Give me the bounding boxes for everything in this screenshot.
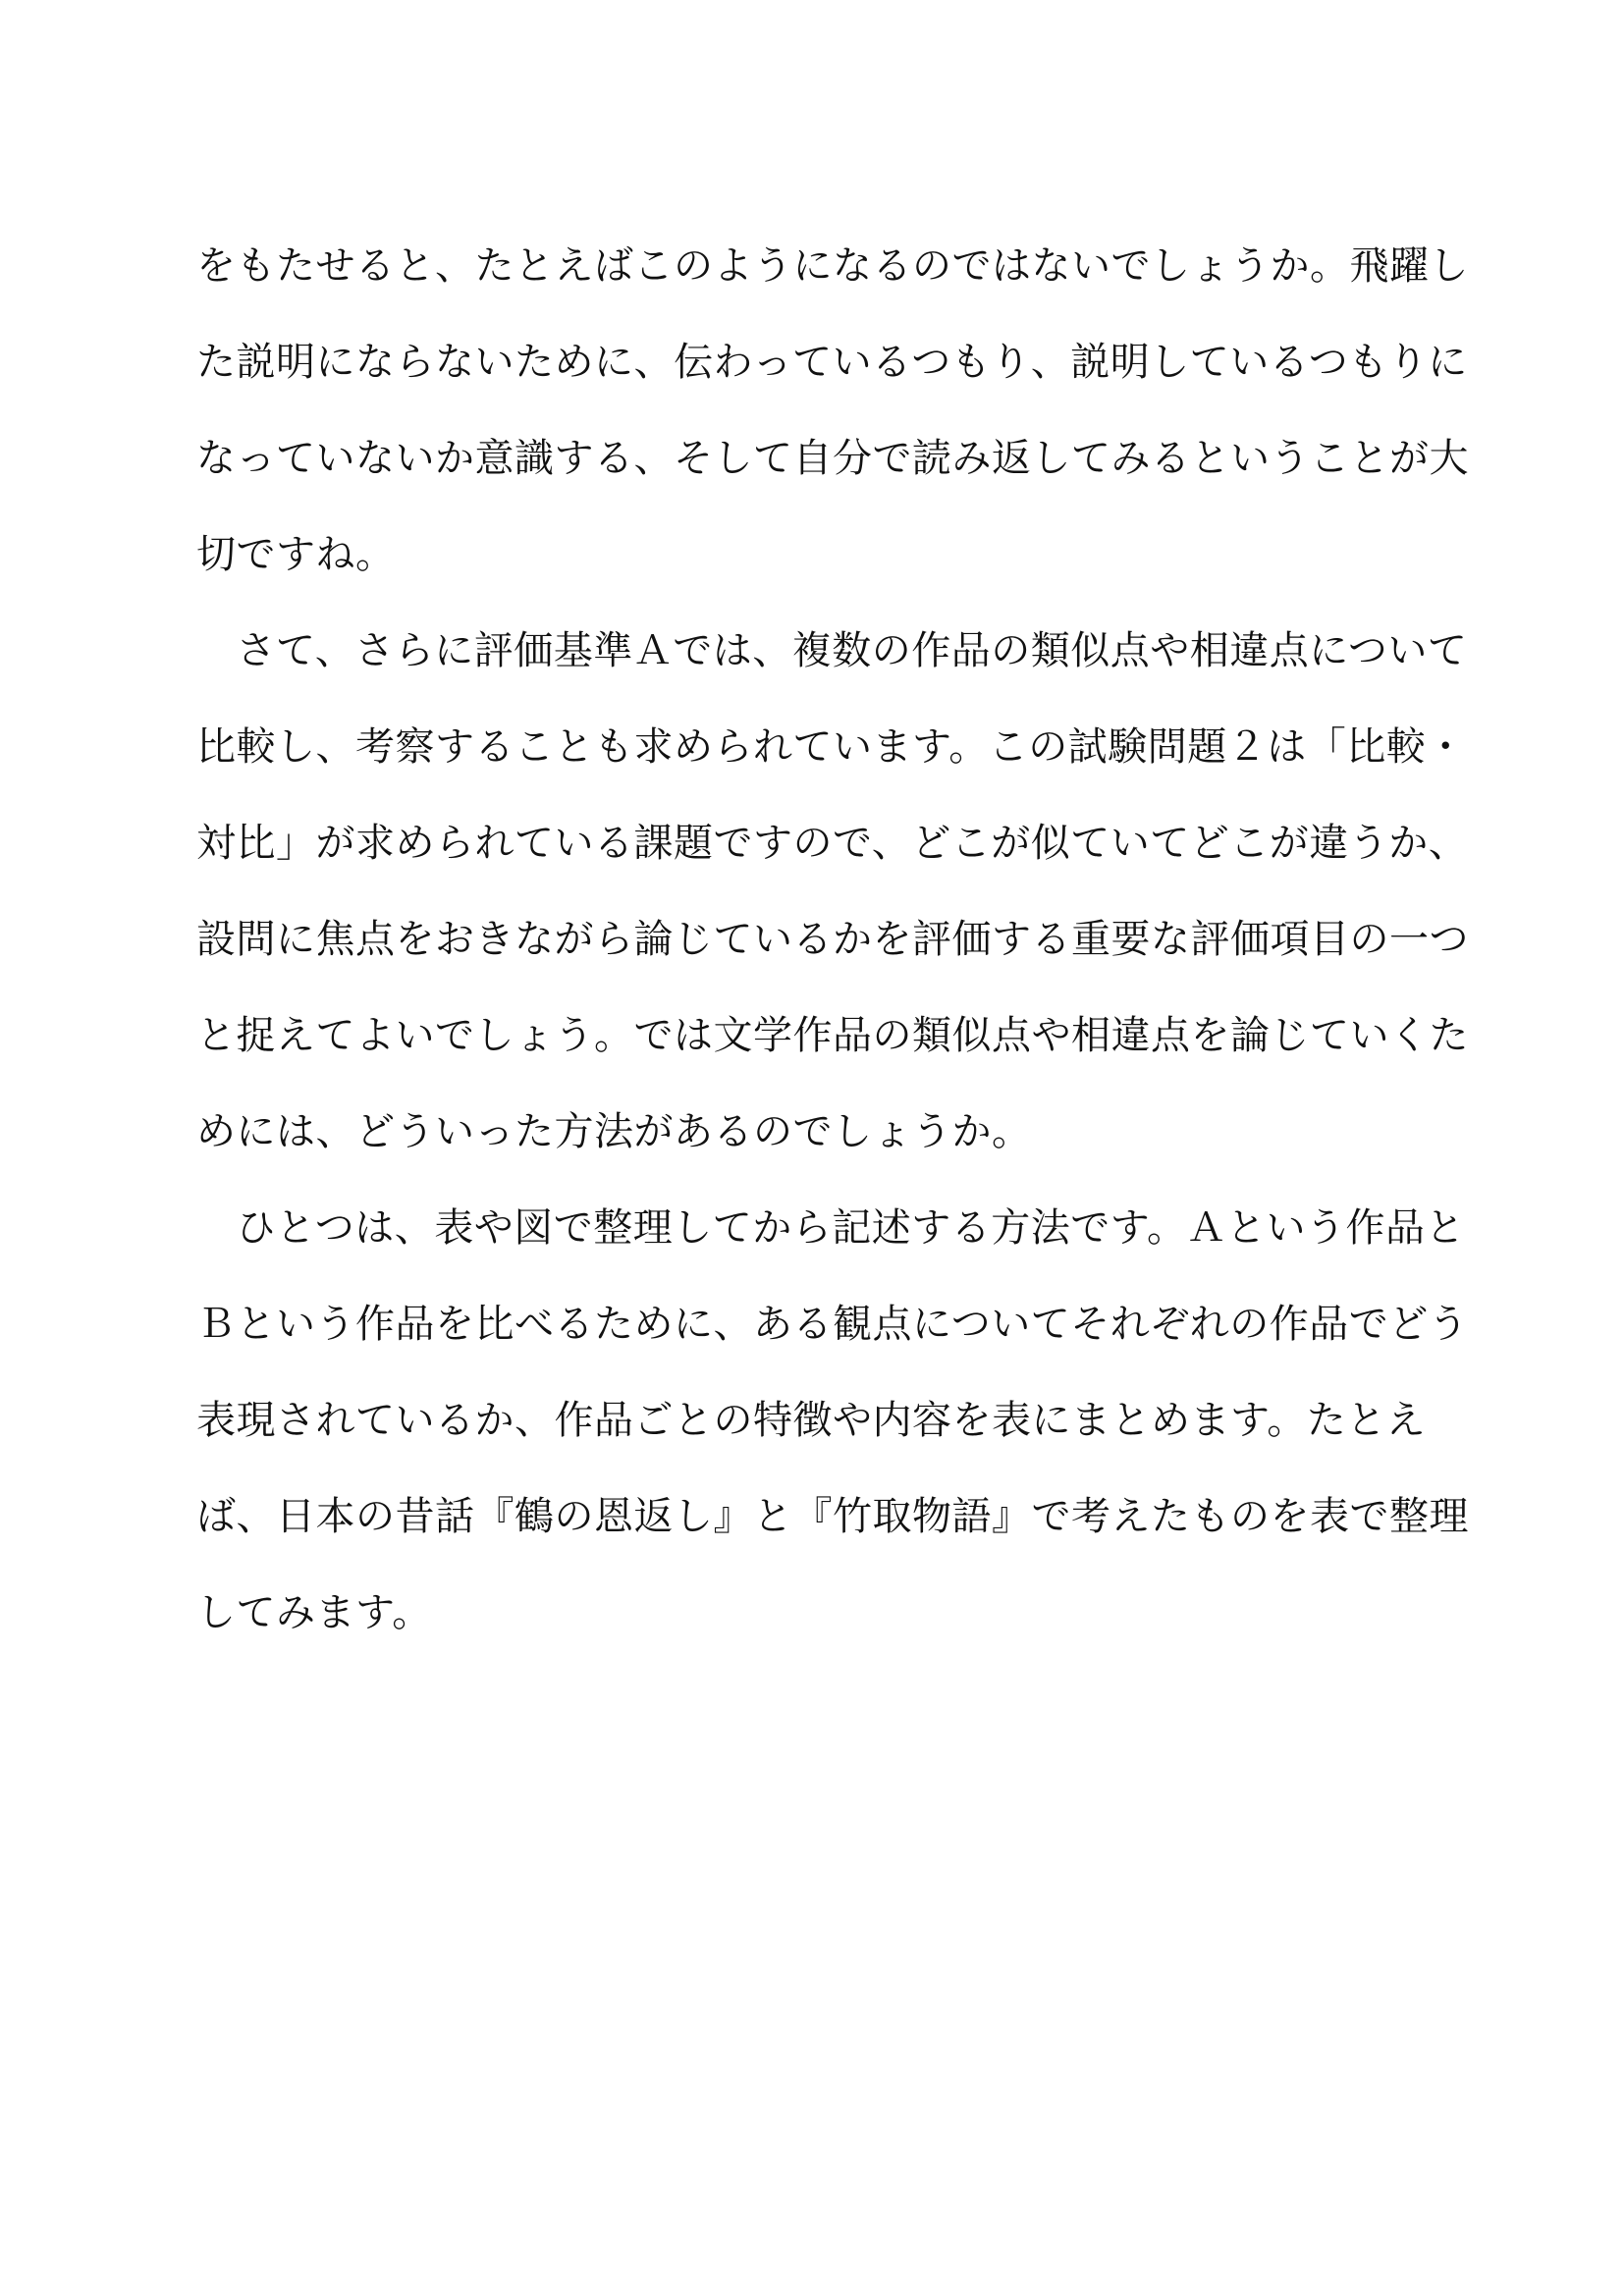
text-line: 表現されているか、作品ごとの特徴や内容を表にまとめます。たとえ: [196, 1398, 1427, 1443]
text-line: をもたせると、たとえばこのようになるのではないでしょうか。飛躍し: [196, 243, 1469, 289]
text-line: と捉えてよいでしょう。では文学作品の類似点や相違点を論じていくた: [196, 1013, 1469, 1058]
text-line: 比較し、考察することも求められています。この試験問題２は「比較・: [196, 724, 1466, 770]
text-line: た説明にならないために、伝わっているつもり、説明しているつもりに: [196, 340, 1468, 385]
text-line: ひとつは、表や図で整理してから記述する方法です。Ａという作品と: [196, 1205, 1465, 1251]
text-line: めには、どういった方法があるのでしょうか。: [196, 1109, 1032, 1154]
text-line: ば、日本の昔話『鶴の恩返し』と『竹取物語』で考えたものを表で整理: [196, 1494, 1469, 1539]
text-line: なっていないか意識する、そして自分で読み返してみるということが大: [196, 436, 1469, 481]
text-line: 切ですね。: [196, 532, 396, 577]
text-line: さて、さらに評価基準Ａでは、複数の作品の類似点や相違点について: [196, 628, 1468, 673]
text-line: 設問に焦点をおきながら論じているかを評価する重要な評価項目の一つ: [196, 917, 1469, 962]
text-line: してみます。: [196, 1590, 432, 1635]
body-text: [196, 234, 1469, 1677]
text-line: Ｂという作品を比べるために、ある観点についてそれぞれの作品でどう: [196, 1302, 1469, 1347]
text-line: 対比」が求められている課題ですので、どこが似ていてどこが違うか、: [196, 821, 1469, 866]
